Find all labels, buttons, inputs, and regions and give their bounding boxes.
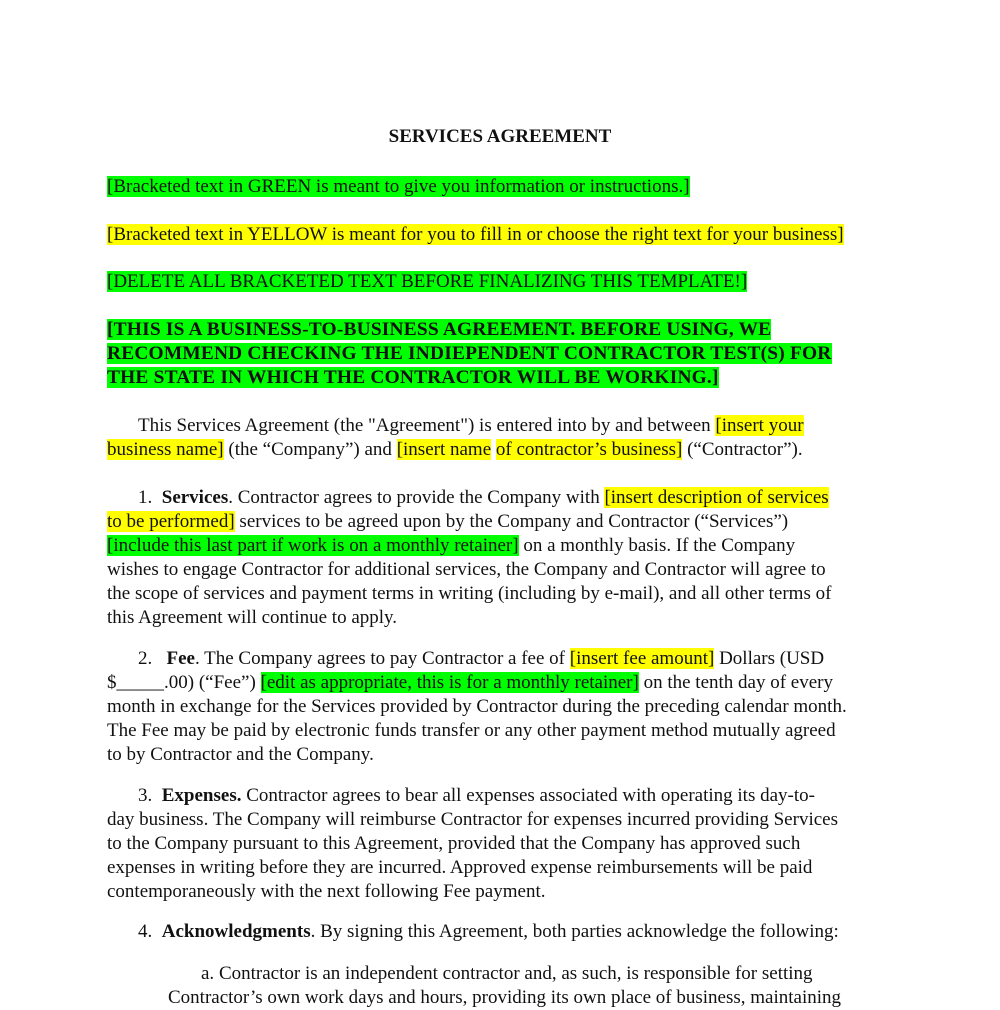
section-text: Contractor agrees to bear all expenses associated with operating its day-to-	[241, 785, 815, 806]
section-number: 4.	[138, 921, 153, 942]
section-2-line-1	[138, 647, 824, 671]
green-instruction-note	[107, 175, 690, 199]
document-title: SERVICES AGREEMENT	[388, 126, 612, 147]
green-highlight: THE STATE IN WHICH THE CONTRACTOR WILL BE WORKING.]	[107, 367, 719, 388]
intro-text: This Services Agreement (the "Agreement") is entered into by and between	[138, 415, 716, 436]
green-highlight: [include this last part if work is on a monthly retainer]	[107, 535, 519, 556]
yellow-instruction-note	[107, 223, 844, 247]
warning-line-3	[107, 366, 719, 390]
green-highlight: RECOMMEND CHECKING THE INDIEPENDENT CONTRACTOR TEST(S) FOR	[107, 343, 832, 364]
yellow-highlight: [Bracketed text in YELLOW is meant for you to fill in or choose the right text for your business]	[107, 224, 844, 245]
section-1-line-1	[138, 486, 829, 510]
section-1-line-3	[107, 534, 795, 558]
intro-text: (“Contractor”).	[682, 439, 803, 460]
fill-in-field: [insert your	[715, 415, 804, 436]
section-text: $_____.00) (“Fee”)	[107, 672, 261, 693]
section-text: . Contractor agrees to provide the Company with	[228, 487, 605, 508]
subsection-letter: a.	[201, 963, 215, 984]
section-2-line-5: to by Contractor and the Company.	[107, 744, 374, 765]
section-number: 3.	[138, 785, 153, 806]
intro-line-2	[107, 438, 803, 462]
section-3-line-3: to the Company pursuant to this Agreement, provided that the Company has approved such	[107, 833, 801, 854]
section-text: . By signing this Agreement, both parties acknowledge the following:	[310, 921, 839, 942]
section-text: on the tenth day of every	[638, 672, 833, 693]
section-text: services to be agreed upon by the Company and Contractor (“Services”)	[234, 511, 789, 532]
fill-in-field: [insert name	[396, 439, 492, 460]
delete-bracketed-note	[107, 270, 747, 294]
fill-in-field: business name]	[107, 439, 224, 460]
intro-line-1	[138, 414, 804, 438]
section-2-line-2	[107, 671, 833, 695]
section-2-line-4: The Fee may be paid by electronic funds transfer or any other payment method mutually agreed	[107, 720, 836, 741]
section-1-line-6: this Agreement will continue to apply.	[107, 607, 398, 628]
section-text: on a monthly basis. If the Company	[518, 535, 796, 556]
section-number: 1.	[138, 487, 153, 508]
section-4a-line-1	[201, 962, 813, 986]
section-text: Contractor is an independent contractor and, as such, is responsible for setting	[214, 963, 813, 984]
section-1-line-2	[107, 510, 788, 534]
fill-in-field: of contractor’s business]	[495, 439, 683, 460]
section-4-line-1	[138, 920, 839, 944]
section-3-line-4: expenses in writing before they are incurred. Approved expense reimbursements will be paid	[107, 857, 813, 878]
section-heading: Fee	[166, 648, 195, 669]
green-highlight: [THIS IS A BUSINESS-TO-BUSINESS AGREEMENT. BEFORE USING, WE	[107, 319, 772, 340]
section-2-line-3: month in exchange for the Services provided by Contractor during the preceding calendar month.	[107, 696, 847, 717]
warning-line-1	[107, 318, 771, 342]
section-3-line-5: contemporaneously with the next following Fee payment.	[107, 881, 546, 902]
section-3-line-2: day business. The Company will reimburse Contractor for expenses incurred providing Services	[107, 809, 838, 830]
fill-in-field: [insert description of services	[604, 487, 829, 508]
section-heading: Acknowledgments	[161, 921, 311, 942]
section-1-line-5: the scope of services and payment terms in writing (including by e-mail), and all other terms of	[107, 583, 832, 604]
section-text: Dollars (USD	[714, 648, 825, 669]
section-text: . The Company agrees to pay Contractor a fee of	[194, 648, 570, 669]
fill-in-field: [insert fee amount]	[569, 648, 715, 669]
section-number: 2.	[138, 648, 153, 669]
section-1-line-4: wishes to engage Contractor for additional services, the Company and Contractor will agree to	[107, 559, 826, 580]
intro-text: (the “Company”) and	[223, 439, 397, 460]
green-highlight: [DELETE ALL BRACKETED TEXT BEFORE FINALIZING THIS TEMPLATE!]	[107, 271, 748, 292]
green-highlight: [edit as appropriate, this is for a monthly retainer]	[260, 672, 639, 693]
warning-line-2	[107, 342, 832, 366]
section-heading: Expenses.	[161, 785, 242, 806]
section-4a-line-2: Contractor’s own work days and hours, providing its own place of business, maintaining	[168, 987, 841, 1008]
fill-in-field: to be performed]	[107, 511, 235, 532]
green-highlight: [Bracketed text in GREEN is meant to give you information or instructions.]	[107, 176, 690, 197]
section-heading: Services	[161, 487, 229, 508]
section-3-line-1	[138, 784, 815, 808]
